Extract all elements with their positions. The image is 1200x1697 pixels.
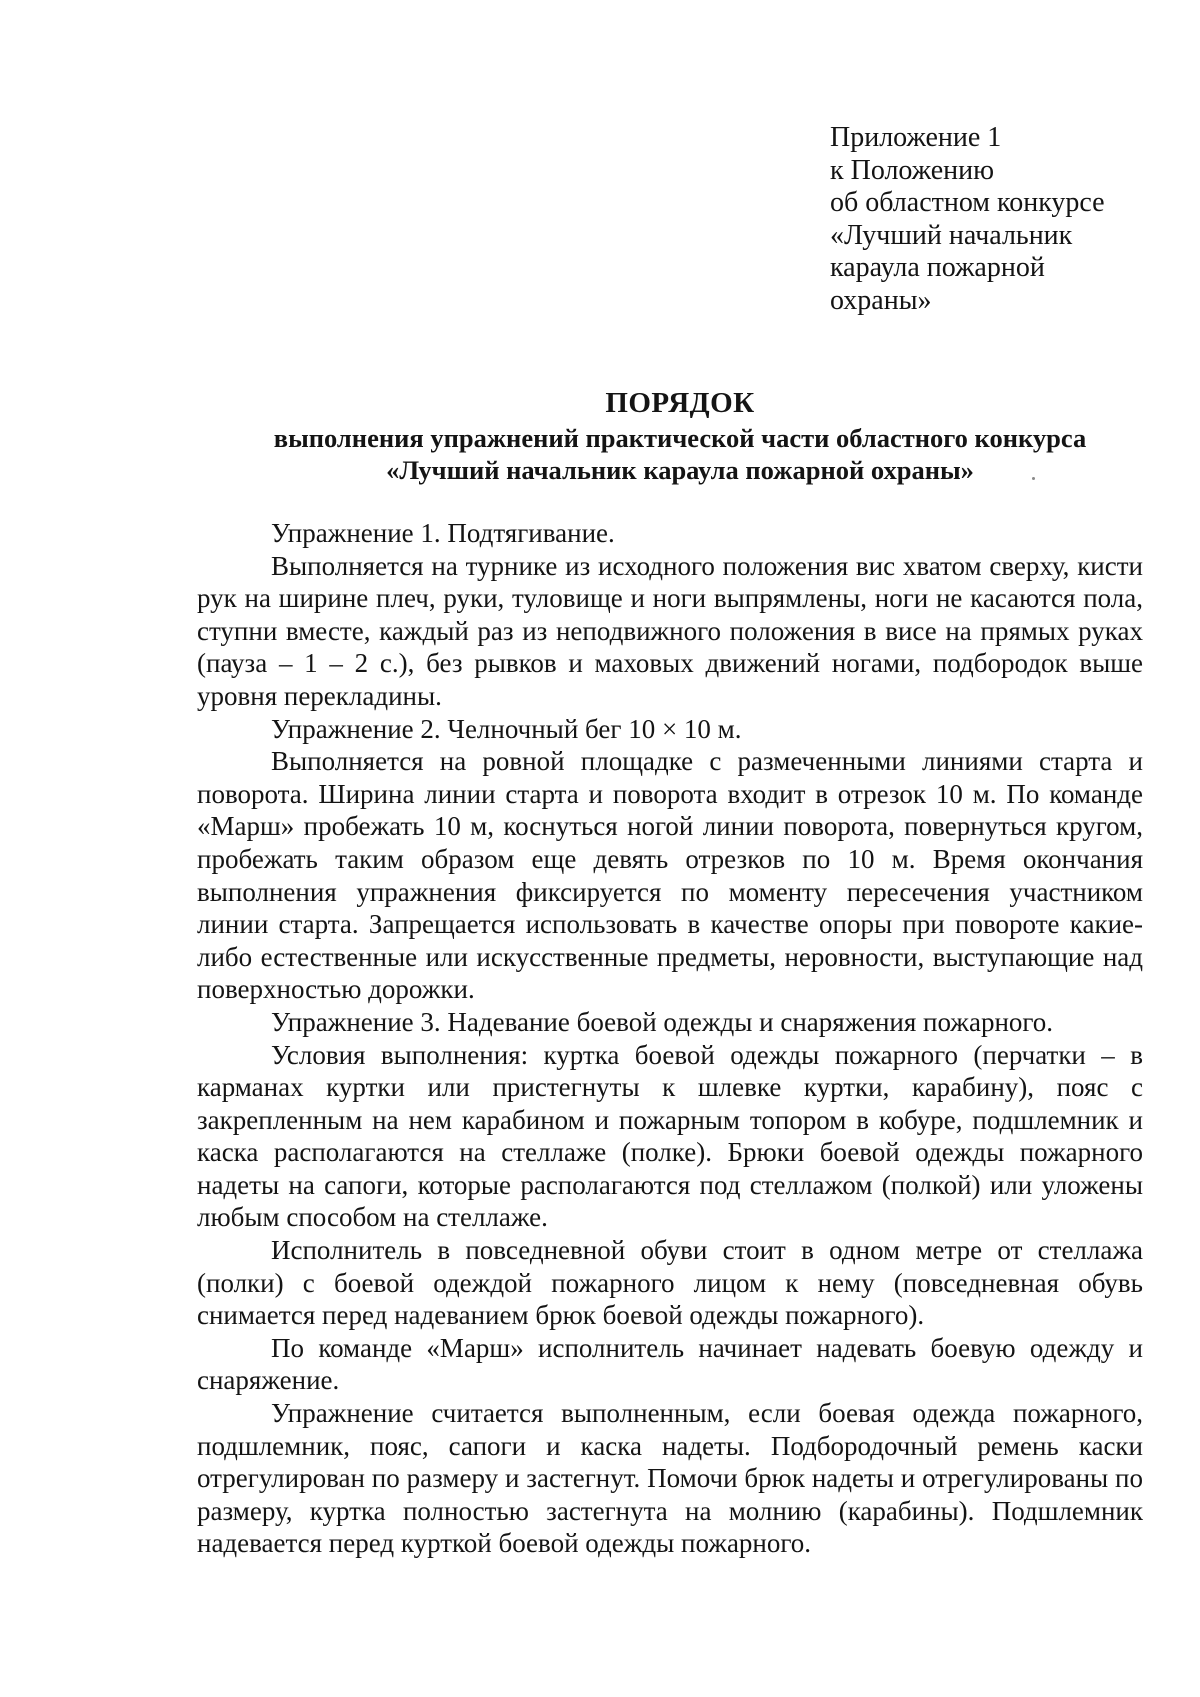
appendix-line: караула пожарной	[830, 252, 1045, 283]
document-body	[197, 517, 1143, 1560]
scan-speck	[1032, 477, 1035, 480]
exercise-3-command: По команде «Марш» исполнитель начинает надевать боевую одежду и снаряжение.	[197, 1332, 1143, 1396]
exercise-3-title: Упражнение 3. Надевание боевой одежды и снаряжения пожарного.	[271, 1006, 1054, 1037]
document-subtitle-line-2: «Лучший начальник караула пожарной охраны»	[386, 455, 974, 485]
appendix-line: «Лучший начальник	[830, 219, 1073, 251]
appendix-line: об областном конкурсе	[830, 187, 1105, 218]
exercise-1-title: Упражнение 1. Подтягивание.	[271, 518, 615, 548]
document-subtitle-line-1: выполнения упражнений практической части областного конкурса	[273, 423, 1087, 453]
appendix-note	[830, 122, 1170, 317]
exercise-1-description: Выполняется на турнике из исходного положения вис хватом сверху, кисти рук на ширине плеч, руки, туловище и ноги выпрямлены, ноги не касаются пола, ступни вместе, каждый раз из неподвижного положения в висе на прямых руках (пауза – 1 – 2 с.), без рывков и маховых движений ногами, подбородок выше уровня перекладины.	[197, 550, 1143, 711]
appendix-line: Приложение 1	[830, 122, 1002, 153]
exercise-3-performer: Исполнитель в повседневной обуви стоит в одном метре от стеллажа (полки) с боевой одеждой пожарного лицом к нему (повседневная обувь снимается перед надеванием брюк боевой одежды пожарного).	[197, 1235, 1143, 1331]
exercise-2-title: Упражнение 2. Челночный бег 10 × 10 м.	[271, 713, 742, 744]
appendix-line: к Положению	[830, 154, 995, 186]
exercise-3-conditions: Условия выполнения: куртка боевой одежды пожарного (перчатки – в карманах куртки или пристегнуты к шлевке куртки, карабину), пояс с закрепленным на нем карабином и пожарным топором в кобуре, подшлемник и каска располагаются на стеллаже (полке). Брюки боевой одежды пожарного надеты на сапоги, которые располагаются под стеллажом (полкой) или уложены любым способом на стеллаже.	[197, 1039, 1143, 1233]
exercise-3-completion: Упражнение считается выполненным, если боевая одежда пожарного, подшлемник, пояс, сапоги и каска надеты. Подбородочный ремень каски отрегулирован по размеру и застегнут. Помочи брюк надеты и отрегулированы по размеру, куртка полностью застегнута на молнию (карабины). Подшлемник надевается перед курткой боевой одежды пожарного.	[197, 1398, 1143, 1559]
document-title: ПОРЯДОК	[605, 387, 755, 419]
appendix-line: охраны»	[830, 284, 932, 316]
exercise-2-description: Выполняется на ровной площадке с размеченными линиями старта и поворота. Ширина линии старта и поворота входит в отрезок 10 м. По команде «Марш» пробежать 10 м, коснуться ногой линии поворота, повернуться кругом, пробежать таким образом еще девять отрезков по 10 м. Время окончания выполнения упражнения фиксируется по моменту пересечения участником линии старта. Запрещается использовать в качестве опоры при повороте какие-либо естественные или искусственные предметы, неровности, выступающие над поверхностью дорожки.	[197, 746, 1143, 1005]
